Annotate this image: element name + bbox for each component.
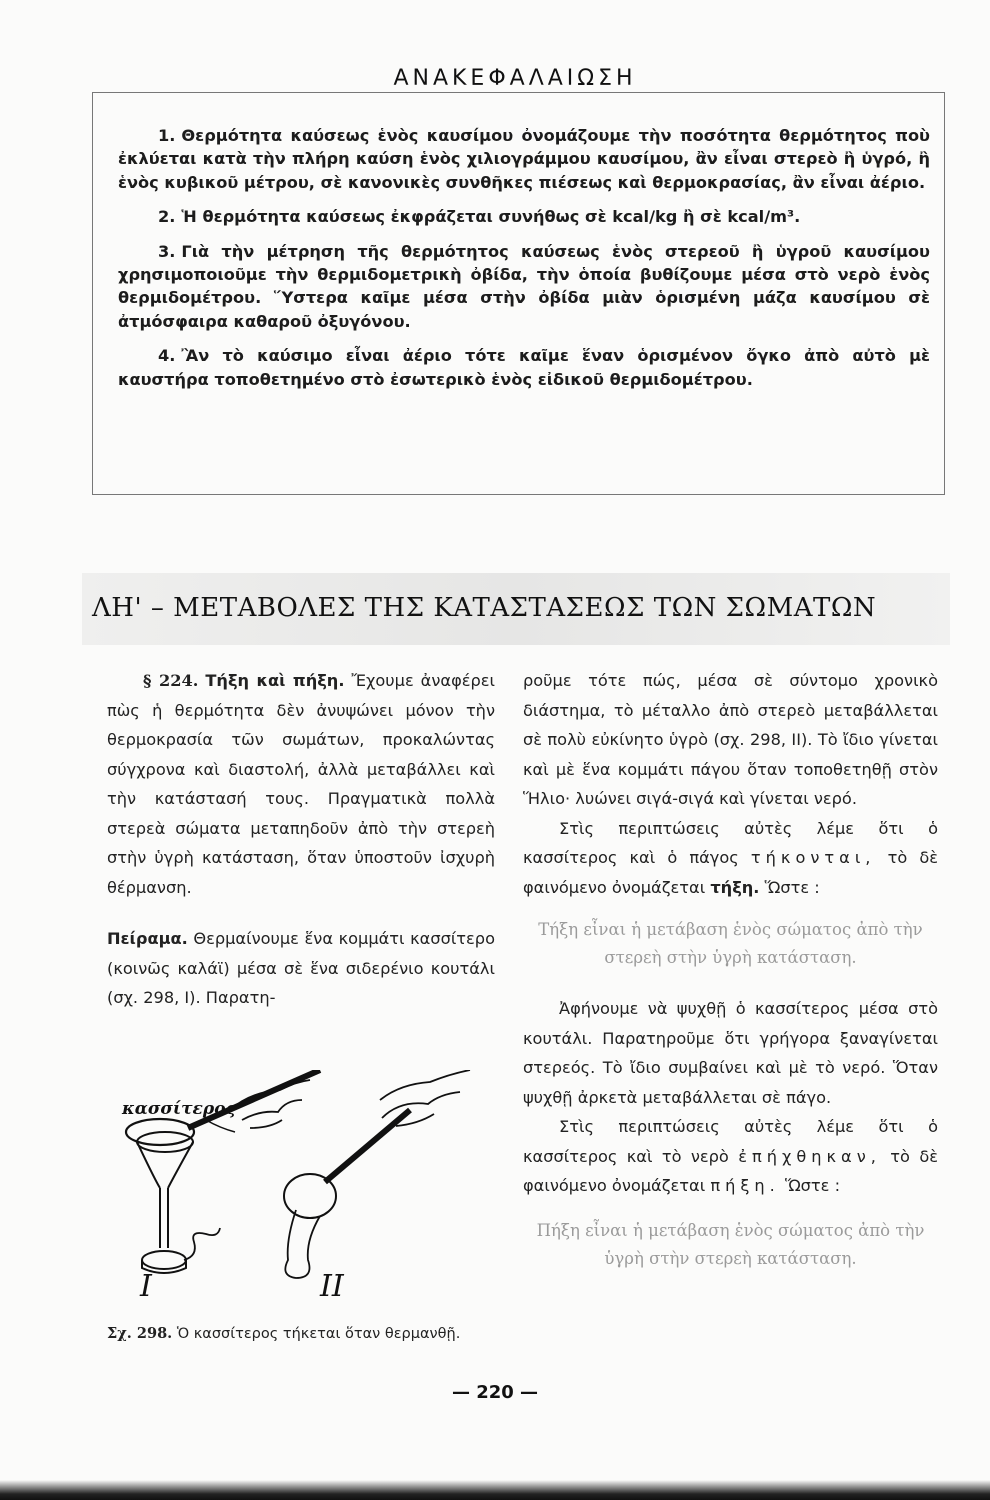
summary-item-number: 2. (158, 207, 176, 227)
summary-list (118, 124, 930, 402)
summary-item-text: Γιὰ τὴν μέτρηση τῆς θερμότητος καύσεως ἑνὸς στερεοῦ ἢ ὑγροῦ καυσίμου χρησιμοποιοῦμε τὴν θερμιδομετρικὴ ὀβίδα, τὴν ὁποία βυθίζουμε μέσα στὸ νερὸ ἑνὸς θερμιδομέτρου. Ὕστερα καῖμε μέσα στὴν ὀβίδα μιὰν ὁρισμένη μάζα καυσίμου σὲ ἀτμόσφαιρα καθαροῦ ὀξυγόνου. (118, 241, 930, 331)
figure-illustration (110, 1070, 500, 1310)
chapter-title: ΛΗ' – ΜΕΤΑΒΟΛΕΣ ΤΗΣ ΚΑΤΑΣΤΑΣΕΩΣ ΤΩΝ ΣΩΜΑΤΩΝ (92, 593, 877, 623)
paragraph-spacer (523, 972, 938, 994)
summary-item (118, 205, 930, 228)
scan-bottom-edge (0, 1480, 990, 1500)
section-intro-paragraph (107, 666, 495, 902)
figure-caption-label: Σχ. 298. (107, 1325, 173, 1342)
summary-title-wrap (0, 66, 990, 91)
label-pointer-line (206, 1120, 235, 1132)
summary-item (118, 240, 930, 334)
right-paragraph-4 (523, 1112, 938, 1201)
figure-caption (107, 1325, 460, 1342)
para2-start: Στὶς περιπτώσεις αὐτὲς λέμε ὅτι ὁ κασσίτερος καὶ ὁ πάγος (523, 818, 938, 867)
experiment-label: Πείραμα. (107, 929, 188, 948)
section-title: Τήξη καὶ πήξη. (205, 671, 345, 690)
left-column (107, 666, 495, 1013)
definition-freezing: Πήξη εἶναι ἡ μετάβαση ἑνὸς σώματος ἀπὸ τὴν ὑγρὴ στὴν στερεὴ κατάσταση. (536, 1220, 925, 1268)
hand-two (380, 1070, 470, 1126)
right-paragraph-1: ροῦμε τότε πώς, μέσα σὲ σύντομο χρονικὸ διάστημα, τὸ μέταλλο ἀπὸ στερεὸ μεταβάλλεται σὲ πολὺ εὐκίνητο ὑγρὸ (σχ. 298, ΙΙ). Τὸ ἴδιο γίνεται καὶ μὲ ἕνα κομμάτι πάγου ὅταν τοποθετηθῇ στὸν Ἥλιο· λυώνει σιγά-σιγά καὶ γίνεται νερό. (523, 671, 938, 808)
para4-term2: πήξη. (710, 1176, 780, 1195)
right-column (523, 666, 938, 1273)
paragraph-spacer (107, 902, 495, 924)
para4-mid: τὸ δὲ φαινόμενο ὀνομάζεται (523, 1146, 938, 1195)
handwritten-label: κασσίτερος (122, 1099, 236, 1119)
figure-caption-text: Ὁ κασσίτερος τήκεται ὅταν θερμανθῇ. (176, 1326, 461, 1342)
experiment-paragraph (107, 924, 495, 1013)
paragraph-spacer (523, 902, 938, 916)
para2-term: τήκονται, (750, 848, 876, 867)
figure-label-two: II (320, 1269, 344, 1304)
right-paragraph-3: Ἀφήνουμε νὰ ψυχθῇ ὁ κασσίτερος μέσα στὸ κουτάλι. Παρατηροῦμε ὅτι γρήγορα ξαναγίνεται στερεός. Τὸ ἴδιο συμβαίνει καὶ μὲ τὸ νερό. Ὅταν ψυχθῇ ἀρκετὰ μεταβάλλεται σὲ πάγο. (523, 999, 938, 1107)
figure-298 (110, 1070, 500, 1310)
summary-item (118, 344, 930, 391)
para4-start: Στὶς περιπτώσεις αὐτὲς λέμε ὅτι ὁ κασσίτερος καὶ τὸ νερὸ (523, 1117, 938, 1166)
section-number: § 224. (143, 671, 199, 690)
section-intro-text: Ἔχουμε ἀναφέρει πὼς ἡ θερμότητα δὲν ἀνυψώνει μόνον τὴν θερμοκρασία τῶν σωμάτων, προκαλώντας σύγχρονα καὶ διαστολή, ἀλλὰ μεταβάλλει καὶ τὴν κατάστασή τους. Πραγματικὰ πολλὰ στερεὰ σώματα μεταπηδοῦν ἀπὸ τὴν στερεὴ στὴν ὑγρὴ κατάσταση, ὅταν ὑποστοῦν ἰσχυρὴ θέρμανση. (107, 671, 495, 897)
figure-label-one: I (140, 1269, 152, 1304)
para4-term: ἐπήχθηκαν, (738, 1146, 881, 1166)
page-number: — 220 — (451, 1382, 539, 1403)
figure-two-spoon (284, 1110, 410, 1278)
para4-end: Ὥστε : (784, 1176, 841, 1195)
para2-mid: τὸ δὲ φαινόμενο ὀνομάζεται (523, 848, 939, 897)
summary-item-number: 4. (158, 346, 176, 366)
paragraph-spacer (523, 1201, 938, 1217)
summary-title: ΑΝΑΚΕΦΑΛΑΙΩΣΗ (383, 66, 646, 91)
right-paragraph-2 (523, 814, 938, 903)
para2-end: Ὥστε : (764, 877, 820, 897)
summary-item (118, 124, 930, 194)
experiment-text: Θερμαίνουμε ἕνα κομμάτι κασσίτερο (κοινῶς καλάϊ) μέσα σὲ ἕνα σιδερένιο κουτάλι (σχ. 298, Ι). Παρατη- (107, 929, 495, 1007)
summary-item-text: Ἂν τὸ καύσιμο εἶναι ἀέριο τότε καῖμε ἕναν ὁρισμένον ὄγκο ἀπὸ αὐτὸ μὲ καυστήρα τοποθετημένο στὸ ἐσωτερικὸ ἑνὸς εἰδικοῦ θερμιδομέτρου. (118, 346, 930, 389)
summary-item-number: 1. (158, 126, 176, 145)
summary-item-text: Ἡ θερμότητα καύσεως ἐκφράζεται συνήθως σὲ kcal/kg ἢ σὲ kcal/m³. (181, 207, 801, 227)
para2-bold-term: τήξη. (710, 877, 760, 897)
summary-item-text: Θερμότητα καύσεως ἑνὸς καυσίμου ὀνομάζουμε τὴν ποσότητα θερμότητος ποὺ ἐκλύεται κατὰ τὴν πλήρη καύση ἑνὸς χιλιογράμμου καυσίμου, ἂν εἶναι στερεὸ ἢ ὑγρό, ἢ ἑνὸς κυβικοῦ μέτρου, σὲ κανονικὲς συνθῆκες πιέσεως καὶ θερμοκρασίας, ἂν εἶναι ἀέριο. (118, 126, 930, 192)
summary-item-number: 3. (158, 241, 176, 261)
definition-melting: Τήξη εἶναι ἡ μετάβαση ἑνὸς σώματος ἀπὸ τὴν στερεὴ στὴν ὑγρὴ κατάσταση. (538, 920, 923, 967)
